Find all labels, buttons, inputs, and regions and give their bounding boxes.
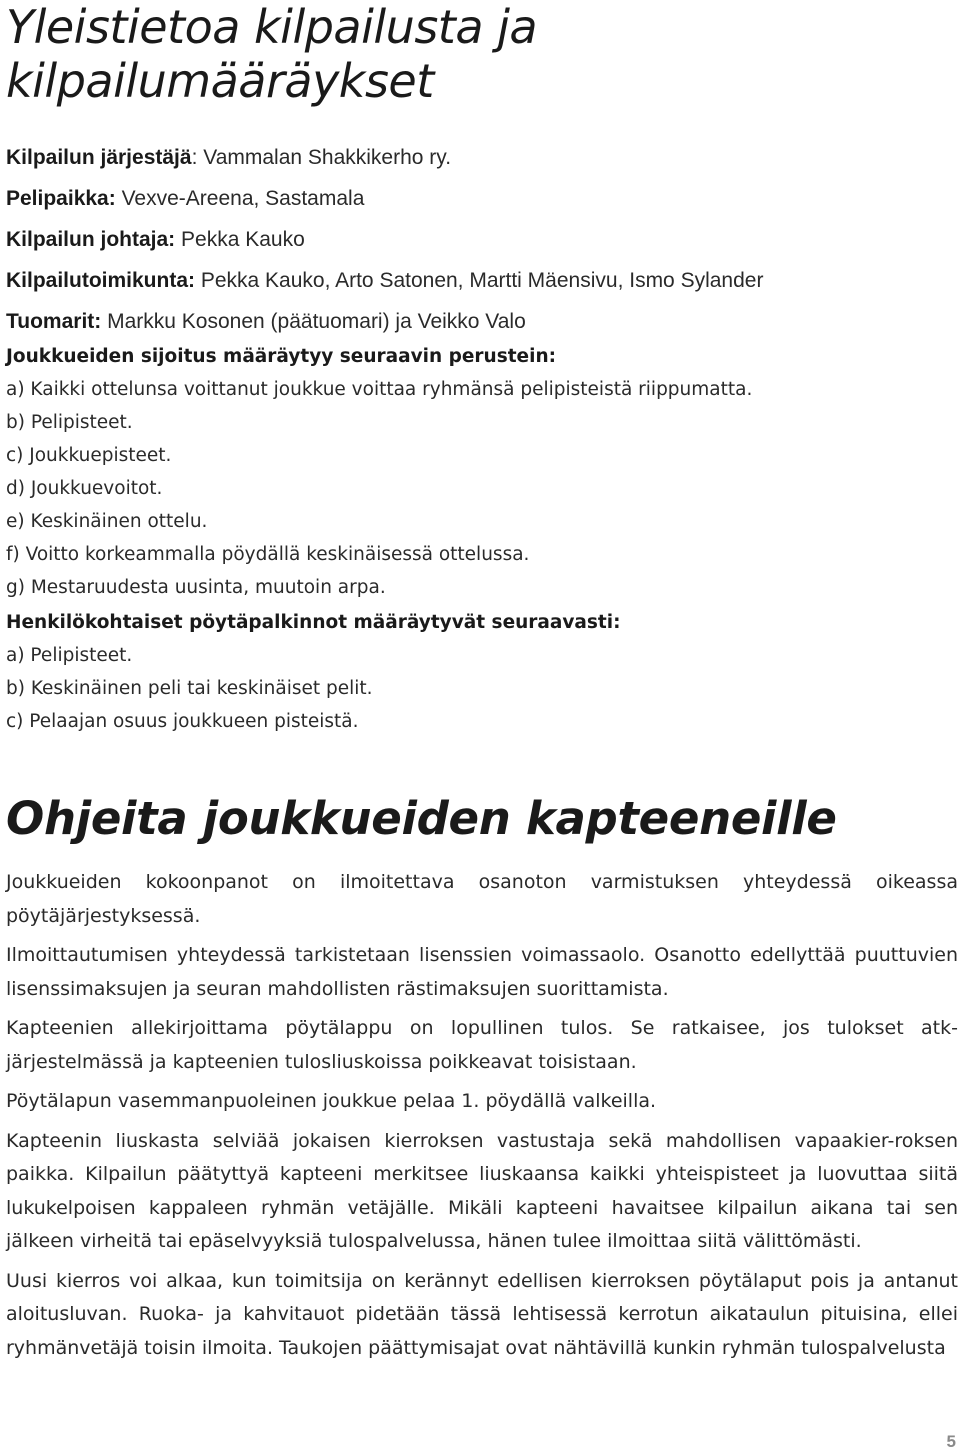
info-row-organizer: [6, 137, 763, 178]
rules-section: [6, 340, 956, 738]
paragraph: Ilmoittautumisen yhteydessä tarkistetaan lisenssien voimassaolo. Osanotto edellyttää puuttuvien lisenssimaksujen ja seuran mahdollisten rästimaksujen suorittamista.: [6, 944, 958, 1000]
competition-info: [6, 137, 763, 342]
team-ranking-item: c) Joukkuepisteet.: [6, 445, 172, 466]
board-prizes-item: c) Pelaajan osuus joukkueen pisteistä.: [6, 711, 359, 732]
paragraph: Joukkueiden kokoonpanot on ilmoitettava osanoton varmistuksen yhteydessä oikeassa pöytäjärjestyksessä.: [6, 871, 958, 927]
info-row-arbiters: [6, 301, 763, 342]
info-row-director: [6, 219, 763, 260]
team-ranking-item: a) Kaikki ottelunsa voittanut joukkue voittaa ryhmänsä pelipisteistä riippumatta.: [6, 379, 753, 400]
captain-instructions: [6, 866, 958, 1371]
section-title: Ohjeita joukkueiden kapteeneille: [6, 792, 837, 845]
info-label: Kilpailun järjestäjä: [6, 146, 192, 169]
team-ranking-item: d) Joukkuevoitot.: [6, 478, 163, 499]
info-label: Pelipaikka:: [6, 187, 116, 210]
info-label: Kilpailun johtaja:: [6, 228, 176, 251]
info-value: Vammalan Shakkikerho ry.: [203, 146, 452, 169]
page-number: 5: [946, 1432, 956, 1451]
info-row-venue: [6, 178, 763, 219]
paragraph: Kapteenin liuskasta selviää jokaisen kierroksen vastustaja sekä mahdollisen vapaakier-roksen paikka. Kilpailun päätyttyä kapteeni merkitsee liuskaansa kaikki yhteispisteet ja luovuttaa siitä lukukelpoisen kappaleen ryhmän vetäjälle. Mikäli kapteeni havaitsee kilpailun aikana tai sen jälkeen virheitä tai epäselvyyksiä tulospalvelussa, hänen tulee ilmoittaa siitä välittömästi.: [6, 1129, 958, 1252]
info-value: Markku Kosonen (päätuomari) ja Veikko Valo: [107, 310, 526, 333]
board-prizes-item: a) Pelipisteet.: [6, 645, 133, 666]
paragraph: Pöytälapun vasemmanpuoleinen joukkue pelaa 1. pöydällä valkeilla.: [6, 1090, 657, 1112]
info-label: Kilpailutoimikunta:: [6, 269, 195, 292]
page-title-line-1: Yleistietoa kilpailusta ja: [6, 0, 538, 54]
board-prizes-heading: Henkilökohtaiset pöytäpalkinnot määräytyvät seuraavasti:: [6, 612, 621, 633]
info-value: Pekka Kauko, Arto Satonen, Martti Mäensivu, Ismo Sylander: [200, 269, 764, 292]
info-separator: :: [191, 146, 204, 169]
paragraph: Uusi kierros voi alkaa, kun toimitsija on kerännyt edellisen kierroksen pöytälaput pois ja antanut aloitusluvan. Ruoka- ja kahvitauot pidetään tässä lehtisessä kerrotun aikataulun pituisina, ellei ryhmänvetäjä toisin ilmoita. Taukojen päättymisajat ovat nähtävillä kunkin ryhmän tulospalvelusta: [6, 1269, 958, 1359]
info-value: Vexve-Areena, Sastamala: [121, 187, 365, 210]
info-label: Tuomarit:: [6, 310, 102, 333]
info-row-committee: [6, 260, 763, 301]
team-ranking-item: f) Voitto korkeammalla pöydällä keskinäisessä ottelussa.: [6, 544, 530, 565]
team-ranking-item: b) Pelipisteet.: [6, 412, 133, 433]
team-ranking-heading: Joukkueiden sijoitus määräytyy seuraavin perustein:: [6, 346, 557, 367]
team-ranking-item: e) Keskinäinen ottelu.: [6, 511, 208, 532]
info-value: Pekka Kauko: [181, 228, 305, 251]
page-title: [6, 0, 706, 108]
team-ranking-item: g) Mestaruudesta uusinta, muutoin arpa.: [6, 577, 386, 598]
paragraph: Kapteenien allekirjoittama pöytälappu on lopullinen tulos. Se ratkaisee, jos tulokset atk-järjestelmässä ja kapteenien tulosliuskoissa poikkeavat toisistaan.: [6, 1017, 958, 1073]
page-title-line-2: kilpailumääräykset: [6, 54, 434, 108]
board-prizes-item: b) Keskinäinen peli tai keskinäiset pelit.: [6, 678, 373, 699]
